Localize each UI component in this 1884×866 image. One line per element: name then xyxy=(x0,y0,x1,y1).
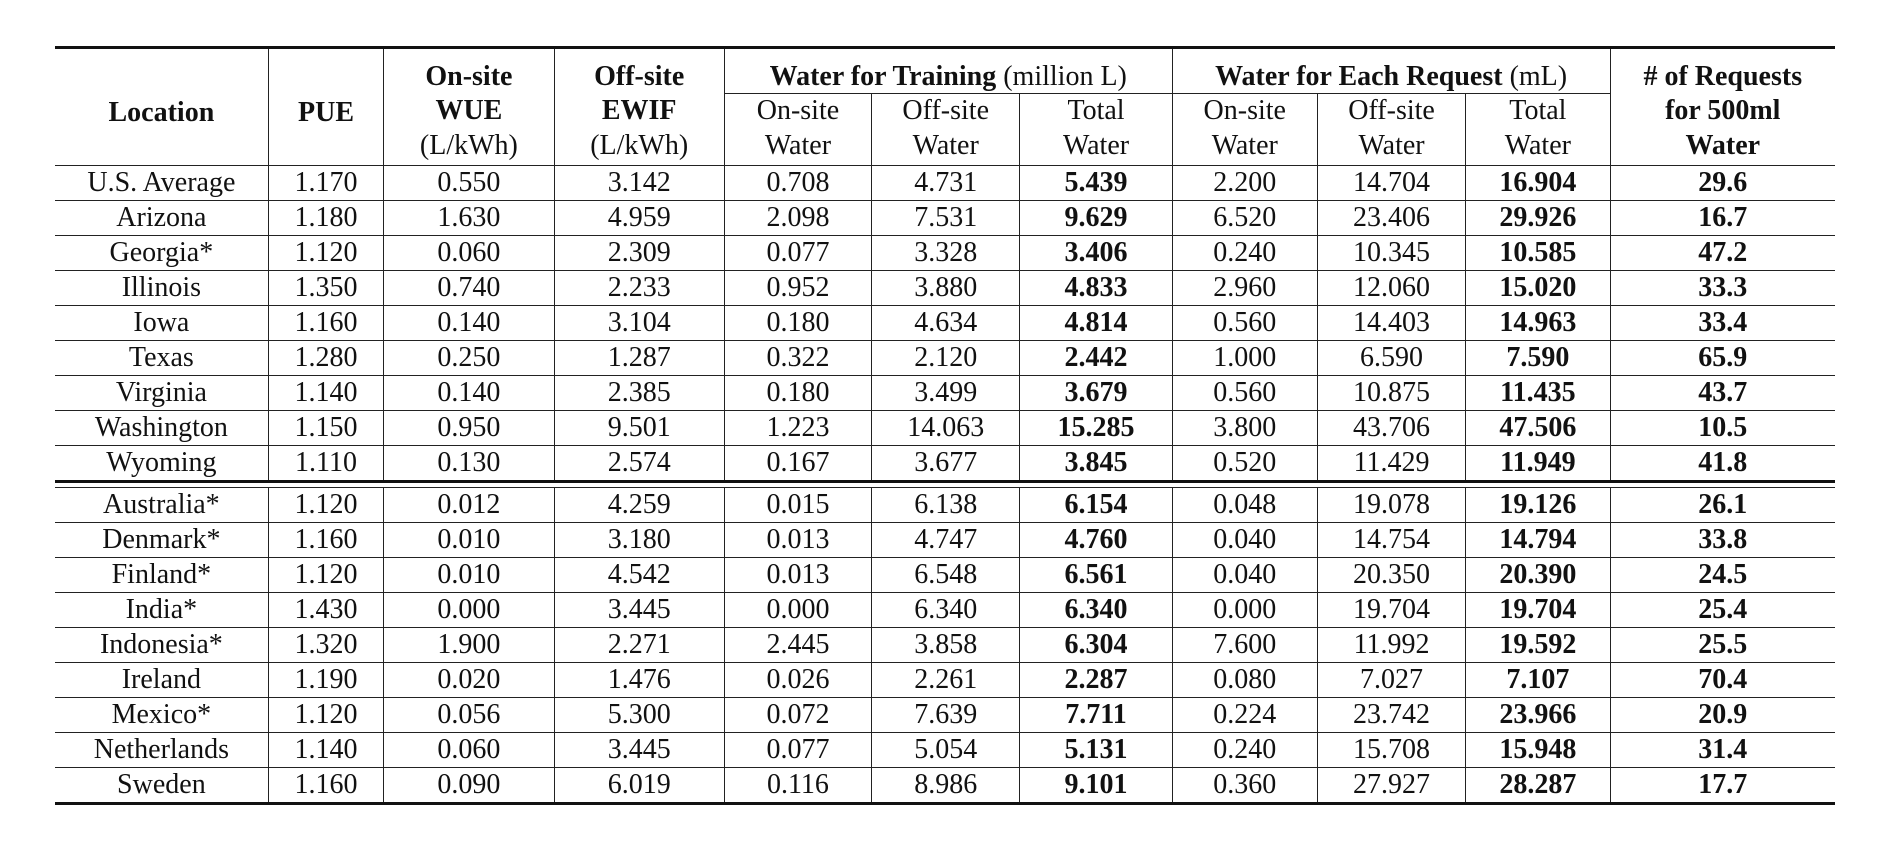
cell-req-off: 20.350 xyxy=(1317,558,1465,593)
header-ewif-unit: (L/kWh) xyxy=(554,128,724,166)
header-request-group xyxy=(1172,48,1610,94)
cell-location: U.S. Average xyxy=(55,166,268,201)
cell-wue: 0.740 xyxy=(384,271,554,306)
cell-train-off: 3.677 xyxy=(872,446,1020,482)
cell-train-on: 0.013 xyxy=(724,558,871,593)
cell-requests: 33.4 xyxy=(1610,306,1835,341)
cell-train-on: 0.072 xyxy=(724,698,871,733)
cell-req-total: 15.020 xyxy=(1466,271,1610,306)
cell-ewif: 5.300 xyxy=(554,698,724,733)
header-req-onsite-water: Water xyxy=(1172,128,1317,166)
cell-wue: 0.000 xyxy=(384,593,554,628)
header-ewif-title: Off-site xyxy=(554,48,724,94)
header-training-group-label: Water for Training xyxy=(769,60,997,92)
cell-req-on: 6.520 xyxy=(1172,201,1317,236)
cell-ewif: 2.385 xyxy=(554,376,724,411)
cell-ewif: 2.271 xyxy=(554,628,724,663)
cell-wue: 0.010 xyxy=(384,558,554,593)
header-train-total-water: Water xyxy=(1020,128,1172,166)
cell-wue: 0.012 xyxy=(384,488,554,523)
cell-ewif: 4.959 xyxy=(554,201,724,236)
table-body xyxy=(55,166,1835,804)
cell-train-off: 8.986 xyxy=(872,768,1020,804)
cell-req-off: 14.704 xyxy=(1317,166,1465,201)
header-requests-line1: # of Requests xyxy=(1610,48,1835,94)
header-request-group-label: Water for Each Request xyxy=(1215,60,1503,92)
cell-requests: 31.4 xyxy=(1610,733,1835,768)
cell-train-on: 0.708 xyxy=(724,166,871,201)
cell-req-off: 12.060 xyxy=(1317,271,1465,306)
header-requests-line3: Water xyxy=(1610,128,1835,166)
cell-train-off: 6.340 xyxy=(872,593,1020,628)
cell-train-on: 0.952 xyxy=(724,271,871,306)
cell-requests: 33.8 xyxy=(1610,523,1835,558)
cell-req-off: 23.406 xyxy=(1317,201,1465,236)
cell-ewif: 2.574 xyxy=(554,446,724,482)
cell-pue: 1.160 xyxy=(268,523,384,558)
header-wue-unit: (L/kWh) xyxy=(384,128,554,166)
cell-requests: 24.5 xyxy=(1610,558,1835,593)
cell-train-total: 5.131 xyxy=(1020,733,1172,768)
cell-req-on: 0.224 xyxy=(1172,698,1317,733)
cell-req-on: 2.200 xyxy=(1172,166,1317,201)
cell-train-total: 9.629 xyxy=(1020,201,1172,236)
cell-wue: 0.060 xyxy=(384,236,554,271)
cell-ewif: 3.445 xyxy=(554,593,724,628)
cell-train-total: 6.561 xyxy=(1020,558,1172,593)
cell-train-on: 0.116 xyxy=(724,768,871,804)
cell-req-total: 19.704 xyxy=(1466,593,1610,628)
cell-train-off: 5.054 xyxy=(872,733,1020,768)
cell-pue: 1.160 xyxy=(268,768,384,804)
cell-req-total: 20.390 xyxy=(1466,558,1610,593)
cell-location: Denmark* xyxy=(55,523,268,558)
cell-train-off: 3.328 xyxy=(872,236,1020,271)
cell-train-off: 6.138 xyxy=(872,488,1020,523)
cell-requests: 10.5 xyxy=(1610,411,1835,446)
cell-location: Ireland xyxy=(55,663,268,698)
cell-pue: 1.120 xyxy=(268,698,384,733)
cell-train-on: 0.180 xyxy=(724,306,871,341)
cell-pue: 1.280 xyxy=(268,341,384,376)
header-train-offsite-water: Water xyxy=(872,128,1020,166)
cell-train-total: 9.101 xyxy=(1020,768,1172,804)
cell-train-off: 2.120 xyxy=(872,341,1020,376)
cell-pue: 1.120 xyxy=(268,488,384,523)
cell-req-off: 19.078 xyxy=(1317,488,1465,523)
table-row xyxy=(55,593,1835,628)
cell-req-on: 1.000 xyxy=(1172,341,1317,376)
cell-req-total: 28.287 xyxy=(1466,768,1610,804)
cell-train-off: 3.499 xyxy=(872,376,1020,411)
cell-req-total: 23.966 xyxy=(1466,698,1610,733)
cell-location: Australia* xyxy=(55,488,268,523)
table-row xyxy=(55,411,1835,446)
cell-requests: 43.7 xyxy=(1610,376,1835,411)
cell-train-total: 6.154 xyxy=(1020,488,1172,523)
cell-req-on: 7.600 xyxy=(1172,628,1317,663)
cell-location: Finland* xyxy=(55,558,268,593)
table-row xyxy=(55,376,1835,411)
cell-train-total: 4.814 xyxy=(1020,306,1172,341)
cell-train-on: 2.098 xyxy=(724,201,871,236)
table-row xyxy=(55,558,1835,593)
cell-req-on: 0.040 xyxy=(1172,523,1317,558)
cell-req-off: 15.708 xyxy=(1317,733,1465,768)
header-wue: WUE xyxy=(384,94,554,129)
cell-pue: 1.140 xyxy=(268,376,384,411)
cell-train-total: 6.304 xyxy=(1020,628,1172,663)
cell-req-off: 10.345 xyxy=(1317,236,1465,271)
cell-train-total: 15.285 xyxy=(1020,411,1172,446)
header-training-group xyxy=(724,48,1172,94)
cell-pue: 1.170 xyxy=(268,166,384,201)
cell-location: Wyoming xyxy=(55,446,268,482)
cell-ewif: 2.309 xyxy=(554,236,724,271)
header-train-onsite: On-site xyxy=(724,94,871,129)
cell-train-on: 0.000 xyxy=(724,593,871,628)
header-request-group-unit: (mL) xyxy=(1509,60,1568,92)
header-wue-title: On-site xyxy=(384,48,554,94)
cell-req-off: 7.027 xyxy=(1317,663,1465,698)
cell-requests: 33.3 xyxy=(1610,271,1835,306)
cell-ewif: 3.142 xyxy=(554,166,724,201)
cell-pue: 1.140 xyxy=(268,733,384,768)
cell-req-total: 19.126 xyxy=(1466,488,1610,523)
header-train-onsite-water: Water xyxy=(724,128,871,166)
cell-pue: 1.120 xyxy=(268,236,384,271)
cell-requests: 17.7 xyxy=(1610,768,1835,804)
cell-train-off: 6.548 xyxy=(872,558,1020,593)
cell-pue: 1.110 xyxy=(268,446,384,482)
cell-req-on: 0.000 xyxy=(1172,593,1317,628)
table-row xyxy=(55,733,1835,768)
cell-train-off: 2.261 xyxy=(872,663,1020,698)
cell-train-total: 4.833 xyxy=(1020,271,1172,306)
cell-ewif: 9.501 xyxy=(554,411,724,446)
cell-pue: 1.320 xyxy=(268,628,384,663)
cell-req-total: 14.794 xyxy=(1466,523,1610,558)
cell-requests: 29.6 xyxy=(1610,166,1835,201)
cell-train-on: 0.077 xyxy=(724,733,871,768)
cell-req-off: 14.754 xyxy=(1317,523,1465,558)
cell-req-on: 0.520 xyxy=(1172,446,1317,482)
cell-wue: 0.090 xyxy=(384,768,554,804)
cell-requests: 20.9 xyxy=(1610,698,1835,733)
cell-wue: 0.140 xyxy=(384,376,554,411)
cell-req-total: 14.963 xyxy=(1466,306,1610,341)
table-row xyxy=(55,166,1835,201)
cell-train-total: 7.711 xyxy=(1020,698,1172,733)
cell-ewif: 2.233 xyxy=(554,271,724,306)
water-footprint-table xyxy=(55,46,1835,805)
cell-ewif: 1.287 xyxy=(554,341,724,376)
cell-ewif: 6.019 xyxy=(554,768,724,804)
table-row xyxy=(55,446,1835,482)
cell-wue: 0.056 xyxy=(384,698,554,733)
cell-train-total: 4.760 xyxy=(1020,523,1172,558)
cell-ewif: 1.476 xyxy=(554,663,724,698)
cell-train-on: 0.077 xyxy=(724,236,871,271)
cell-req-total: 10.585 xyxy=(1466,236,1610,271)
cell-req-off: 27.927 xyxy=(1317,768,1465,804)
cell-req-on: 0.560 xyxy=(1172,376,1317,411)
cell-pue: 1.180 xyxy=(268,201,384,236)
cell-train-on: 2.445 xyxy=(724,628,871,663)
cell-req-on: 0.080 xyxy=(1172,663,1317,698)
cell-location: Washington xyxy=(55,411,268,446)
cell-train-total: 3.845 xyxy=(1020,446,1172,482)
cell-req-off: 23.742 xyxy=(1317,698,1465,733)
cell-train-on: 0.026 xyxy=(724,663,871,698)
cell-train-on: 0.180 xyxy=(724,376,871,411)
cell-train-off: 4.634 xyxy=(872,306,1020,341)
cell-location: Mexico* xyxy=(55,698,268,733)
cell-requests: 16.7 xyxy=(1610,201,1835,236)
table-header xyxy=(55,48,1835,166)
cell-pue: 1.350 xyxy=(268,271,384,306)
cell-wue: 0.250 xyxy=(384,341,554,376)
header-train-total: Total xyxy=(1020,94,1172,129)
cell-requests: 65.9 xyxy=(1610,341,1835,376)
cell-req-on: 2.960 xyxy=(1172,271,1317,306)
cell-train-off: 7.639 xyxy=(872,698,1020,733)
header-req-offsite: Off-site xyxy=(1317,94,1465,129)
table-row xyxy=(55,663,1835,698)
cell-req-off: 11.992 xyxy=(1317,628,1465,663)
cell-req-off: 14.403 xyxy=(1317,306,1465,341)
cell-train-off: 4.747 xyxy=(872,523,1020,558)
header-location: Location xyxy=(55,48,268,166)
cell-wue: 1.630 xyxy=(384,201,554,236)
cell-train-off: 3.880 xyxy=(872,271,1020,306)
header-req-total: Total xyxy=(1466,94,1610,129)
header-ewif: EWIF xyxy=(554,94,724,129)
cell-location: Texas xyxy=(55,341,268,376)
header-req-onsite: On-site xyxy=(1172,94,1317,129)
cell-location: Virginia xyxy=(55,376,268,411)
header-req-total-water: Water xyxy=(1466,128,1610,166)
cell-train-on: 0.167 xyxy=(724,446,871,482)
cell-train-off: 3.858 xyxy=(872,628,1020,663)
cell-train-on: 0.015 xyxy=(724,488,871,523)
cell-wue: 0.060 xyxy=(384,733,554,768)
cell-location: Iowa xyxy=(55,306,268,341)
cell-wue: 0.010 xyxy=(384,523,554,558)
cell-requests: 47.2 xyxy=(1610,236,1835,271)
cell-wue: 0.950 xyxy=(384,411,554,446)
header-pue: PUE xyxy=(268,48,384,166)
cell-train-total: 5.439 xyxy=(1020,166,1172,201)
cell-req-on: 0.040 xyxy=(1172,558,1317,593)
cell-req-on: 0.240 xyxy=(1172,733,1317,768)
cell-ewif: 3.180 xyxy=(554,523,724,558)
cell-req-total: 11.435 xyxy=(1466,376,1610,411)
cell-train-on: 1.223 xyxy=(724,411,871,446)
cell-location: Georgia* xyxy=(55,236,268,271)
cell-requests: 25.4 xyxy=(1610,593,1835,628)
header-train-offsite: Off-site xyxy=(872,94,1020,129)
cell-train-off: 7.531 xyxy=(872,201,1020,236)
cell-train-total: 3.679 xyxy=(1020,376,1172,411)
cell-req-off: 11.429 xyxy=(1317,446,1465,482)
cell-req-total: 19.592 xyxy=(1466,628,1610,663)
cell-location: Arizona xyxy=(55,201,268,236)
cell-location: Netherlands xyxy=(55,733,268,768)
cell-req-on: 0.240 xyxy=(1172,236,1317,271)
cell-wue: 0.140 xyxy=(384,306,554,341)
table-row xyxy=(55,306,1835,341)
cell-pue: 1.190 xyxy=(268,663,384,698)
table-row xyxy=(55,341,1835,376)
table-row xyxy=(55,488,1835,523)
cell-pue: 1.120 xyxy=(268,558,384,593)
cell-req-on: 0.048 xyxy=(1172,488,1317,523)
cell-req-total: 11.949 xyxy=(1466,446,1610,482)
header-req-offsite-water: Water xyxy=(1317,128,1465,166)
cell-req-off: 19.704 xyxy=(1317,593,1465,628)
cell-pue: 1.150 xyxy=(268,411,384,446)
cell-ewif: 3.445 xyxy=(554,733,724,768)
table-row xyxy=(55,271,1835,306)
table-row xyxy=(55,768,1835,804)
cell-train-on: 0.322 xyxy=(724,341,871,376)
cell-location: Sweden xyxy=(55,768,268,804)
table-row xyxy=(55,523,1835,558)
cell-train-total: 6.340 xyxy=(1020,593,1172,628)
cell-req-off: 43.706 xyxy=(1317,411,1465,446)
cell-train-total: 2.287 xyxy=(1020,663,1172,698)
cell-train-off: 4.731 xyxy=(872,166,1020,201)
cell-train-off: 14.063 xyxy=(872,411,1020,446)
header-requests-line2: for 500ml xyxy=(1610,94,1835,129)
cell-wue: 0.550 xyxy=(384,166,554,201)
cell-req-total: 16.904 xyxy=(1466,166,1610,201)
cell-req-off: 6.590 xyxy=(1317,341,1465,376)
cell-location: Illinois xyxy=(55,271,268,306)
cell-ewif: 4.542 xyxy=(554,558,724,593)
cell-requests: 70.4 xyxy=(1610,663,1835,698)
cell-ewif: 3.104 xyxy=(554,306,724,341)
cell-req-on: 0.360 xyxy=(1172,768,1317,804)
header-training-group-unit: (million L) xyxy=(1003,60,1127,92)
cell-train-total: 2.442 xyxy=(1020,341,1172,376)
cell-train-on: 0.013 xyxy=(724,523,871,558)
cell-location: Indonesia* xyxy=(55,628,268,663)
cell-pue: 1.430 xyxy=(268,593,384,628)
table-row xyxy=(55,698,1835,733)
cell-ewif: 4.259 xyxy=(554,488,724,523)
cell-requests: 25.5 xyxy=(1610,628,1835,663)
cell-req-total: 7.107 xyxy=(1466,663,1610,698)
table-row xyxy=(55,201,1835,236)
cell-req-total: 15.948 xyxy=(1466,733,1610,768)
cell-wue: 0.130 xyxy=(384,446,554,482)
cell-req-total: 7.590 xyxy=(1466,341,1610,376)
cell-requests: 26.1 xyxy=(1610,488,1835,523)
cell-wue: 1.900 xyxy=(384,628,554,663)
table-row xyxy=(55,236,1835,271)
cell-requests: 41.8 xyxy=(1610,446,1835,482)
cell-req-total: 29.926 xyxy=(1466,201,1610,236)
cell-req-off: 10.875 xyxy=(1317,376,1465,411)
cell-req-total: 47.506 xyxy=(1466,411,1610,446)
cell-req-on: 3.800 xyxy=(1172,411,1317,446)
cell-train-total: 3.406 xyxy=(1020,236,1172,271)
cell-location: India* xyxy=(55,593,268,628)
cell-wue: 0.020 xyxy=(384,663,554,698)
table-row xyxy=(55,628,1835,663)
cell-req-on: 0.560 xyxy=(1172,306,1317,341)
cell-pue: 1.160 xyxy=(268,306,384,341)
